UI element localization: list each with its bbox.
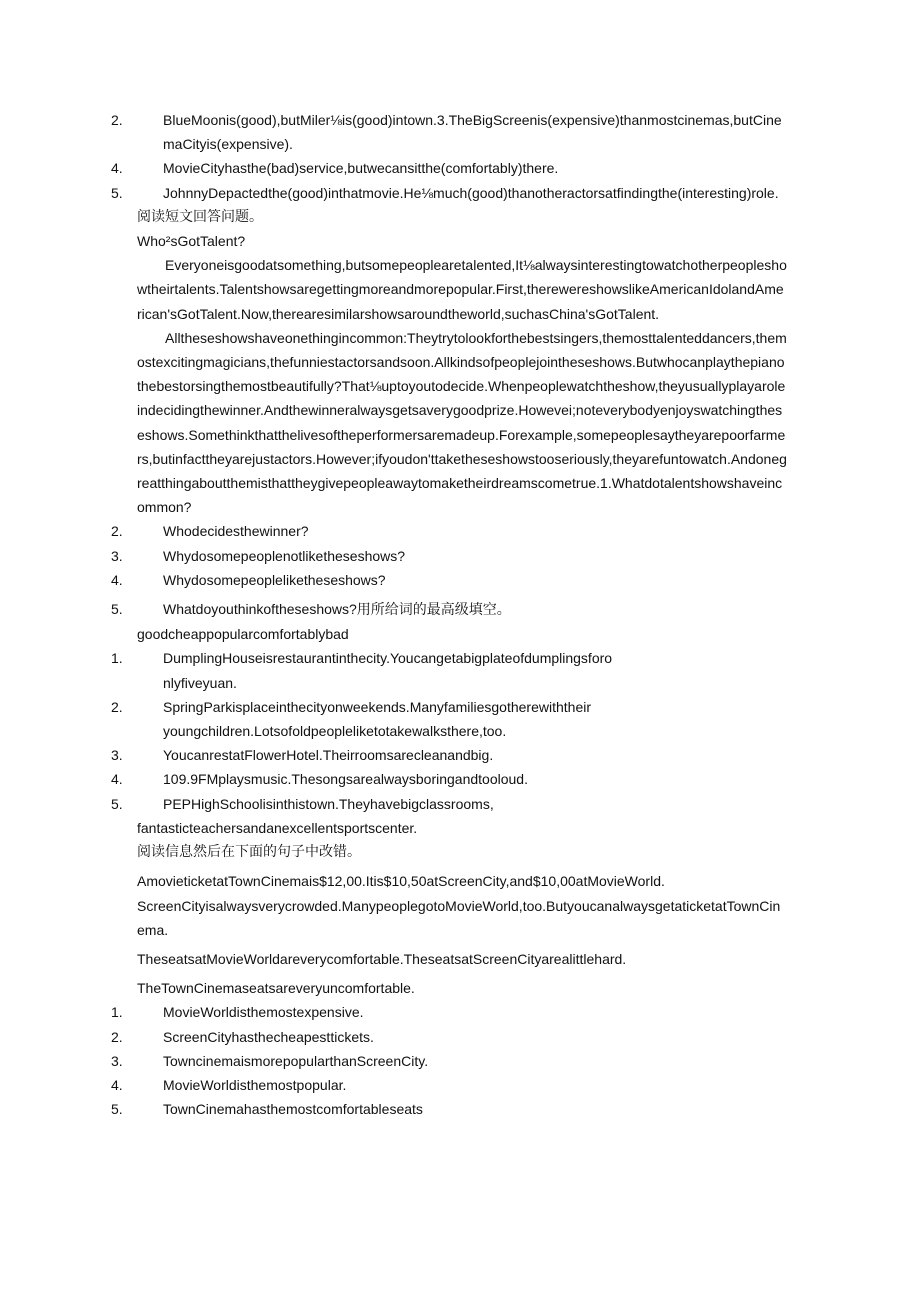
item-text: Whatdoyouthinkoftheseshows? <box>163 601 357 618</box>
item-number: 4. <box>111 1076 123 1093</box>
item-continuation: fantasticteachersandanexcellentsportscenter. <box>137 819 418 836</box>
item-text: MovieWorldisthemostexpensive. <box>163 1004 364 1021</box>
item-text: JohnnyDepactedthe(good)inthatmovie.He⅛much(good)thanotheractorsatfindingthe(interesting)role. <box>163 184 779 201</box>
question-item <box>111 544 787 568</box>
item-text: YoucanrestatFlowerHotel.Theirroomsarecleanandbig. <box>163 747 494 764</box>
question-item <box>111 568 787 592</box>
item-number: 2. <box>111 112 123 128</box>
item-number: 1. <box>111 1004 123 1021</box>
exercise-item <box>111 792 787 816</box>
question-item <box>111 519 787 543</box>
item-text: Whydosomepeopleliketheseshows? <box>163 571 386 588</box>
item-text: MovieWorldisthemostpopular. <box>163 1076 347 1093</box>
item-text: BlueMoonis(good),butMiler⅛is(good)intown.3.TheBigScreenis(expensive)thanmostcinemas,butCinemaCityis(expensive). <box>163 112 782 153</box>
item-text: SpringParkisplaceinthecityonweekends.Manyfamiliesgotherewiththeiryoungchildren.Lotsofoldpeopleliketotakewalksthere,too. <box>163 698 591 740</box>
word-bank: goodcheappopularcomfortablybad <box>137 626 349 643</box>
exercise-item <box>111 108 787 156</box>
item-number: 3. <box>111 547 123 564</box>
item-number: 2. <box>111 1028 123 1045</box>
item-number: 2. <box>111 523 123 540</box>
item-text: PEPHighSchoolisinthistown.Theyhavebigclassrooms, <box>163 795 494 812</box>
correction-item <box>111 1097 787 1121</box>
section-instruction: 阅读信息然后在下面的句子中改错。 <box>137 844 361 861</box>
item-number: 3. <box>111 1052 123 1069</box>
info-line: ScreenCityisalwaysverycrowded.ManypeoplegotoMovieWorld,too.ButyoucanalwaysgetaticketatTownCinema. <box>137 897 781 938</box>
item-number: 5. <box>111 1101 123 1118</box>
exercise-item <box>111 181 787 205</box>
passage-paragraph: Everyoneisgoodatsomething,butsomepeoplearetalented,It⅛alwaysinterestingtowatchotherpeopleshowtheirtalents.Talentshowsaregettingmoreandmorepopular.First,therewereshowslikeAmericanIdolandAmerican'sGotTalent.Now,therearesimilarshowsaroundtheworld,suchasChina'sGotTalent. <box>137 257 787 322</box>
item-number: 3. <box>111 747 123 764</box>
item-text: ScreenCityhasthecheapesttickets. <box>163 1028 374 1045</box>
correction-item <box>111 1049 787 1073</box>
exercise-item <box>111 743 787 767</box>
section-instruction: 阅读短文回答问题。 <box>137 208 263 225</box>
item-text: DumplingHouseisrestaurantinthecity.Youcangetabigplateofdumplingsforonlyfiveyuan. <box>163 650 613 691</box>
item-number: 4. <box>111 771 123 788</box>
passage-paragraph: Alltheseshowshaveonethingincommon:Theytrytolookforthebestsingers,themosttalenteddancers,themostexcitingmagicians,thefunniestactorsandsoon.Allkindsofpeoplejointheseshows.Butwhocanplaythepianothebestorsingthemostbeautifully?That⅛uptoyoutodecide.Whenpeoplewatchtheshow,theyusuallyplayaroleindecidingthewinner.Andthewinneralwaysgetsaverygoodprize.Howevei;noteverybodyenjoyswatchingtheseshows.Somethinkthatthelivesoftheperformersaremadeup.Forexample,somepeoplesaytheyarepoorfarmers,butinfacttheyarejustactors.However;ifyoudon'ttaketheseshowstooseriously,theyarefuntowatch.Andonegreatthingaboutthemisthattheygivepeopleawaytomaketheirdreamscometrue.1.Whatdotalentshowshaveincommon? <box>137 329 787 516</box>
correction-item <box>111 1025 787 1049</box>
item-number: 2. <box>111 698 123 715</box>
correction-item <box>111 1000 787 1024</box>
exercise-item <box>111 646 613 694</box>
info-line: AmovieticketatTownCinemais$12,00.Itis$10,50atScreenCity,and$10,00atMovieWorld. <box>137 873 665 890</box>
exercise-item <box>111 767 787 791</box>
item-number: 5. <box>111 184 123 201</box>
item-text: TowncinemaismorepopularthanScreenCity. <box>163 1052 429 1069</box>
item-text: TownCinemahasthemostcomfortableseats <box>163 1101 423 1118</box>
info-line: TheTownCinemaseatsareveryuncomfortable. <box>137 980 415 997</box>
document-page <box>111 108 787 1121</box>
section-instruction: 用所给词的最高级填空。 <box>356 602 511 619</box>
exercise-item <box>111 695 593 743</box>
item-number: 4. <box>111 571 123 588</box>
item-number: 5. <box>111 795 123 812</box>
question-item <box>111 597 787 622</box>
item-text: 109.9FMplaysmusic.Thesongsarealwaysboringandtooloud. <box>163 771 528 788</box>
passage-title: Who²sGotTalent? <box>137 233 246 250</box>
info-line: TheseatsatMovieWorldareverycomfortable.TheseatsatScreenCityarealittlehard. <box>137 950 627 967</box>
exercise-item <box>111 156 787 180</box>
item-text: MovieCityhasthe(bad)service,butwecansitthe(comfortably)there. <box>163 160 559 177</box>
item-number: 4. <box>111 160 123 177</box>
item-text: Whydosomepeoplenotliketheseshows? <box>163 547 406 564</box>
correction-item <box>111 1073 787 1097</box>
item-number: 1. <box>111 650 123 667</box>
item-number: 5. <box>111 601 123 618</box>
item-text: Whodecidesthewinner? <box>163 523 309 540</box>
